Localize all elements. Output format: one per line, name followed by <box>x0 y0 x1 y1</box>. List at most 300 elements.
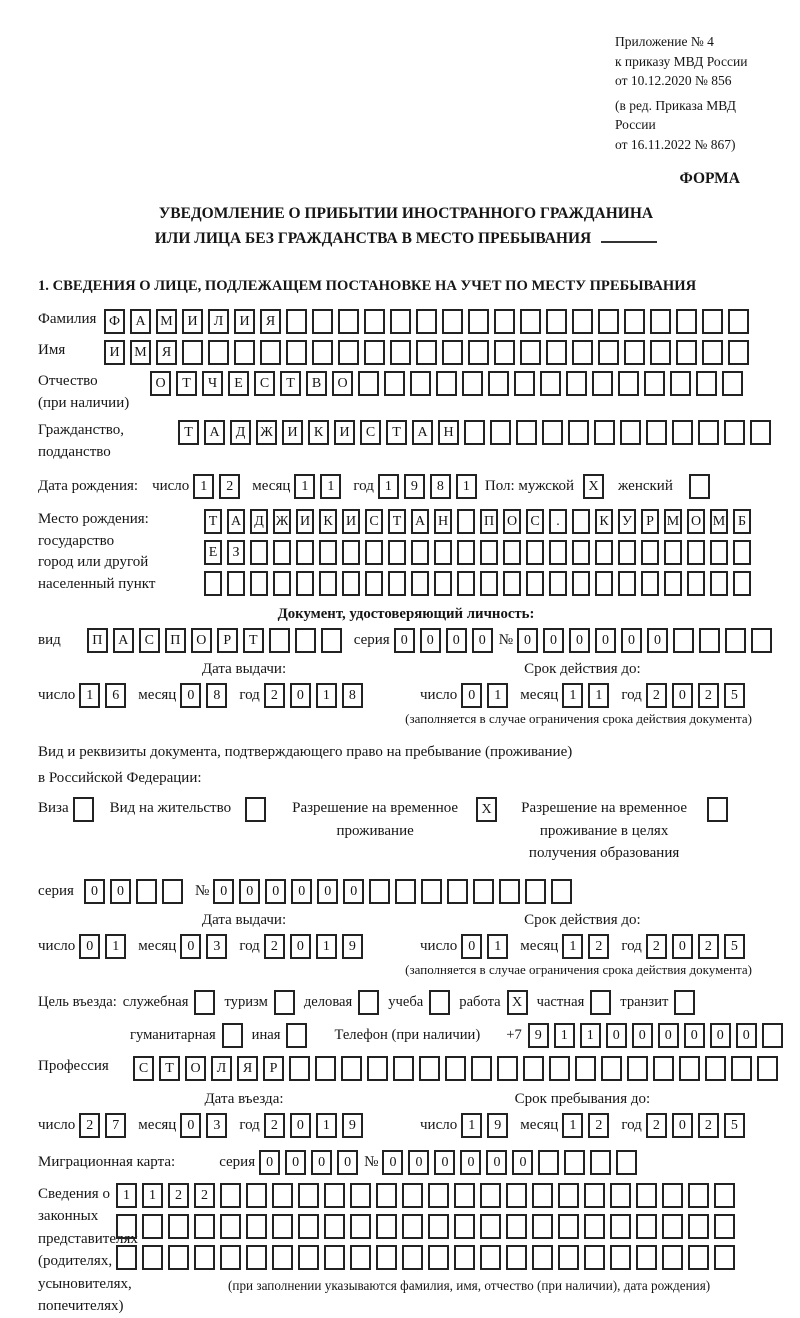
char-cell[interactable]: 0 <box>460 1150 481 1175</box>
char-cell[interactable] <box>664 571 682 596</box>
char-cell[interactable] <box>595 540 613 565</box>
char-cell[interactable] <box>724 420 745 445</box>
char-cell[interactable]: 0 <box>259 1150 280 1175</box>
char-cell[interactable] <box>497 1056 518 1081</box>
char-cell[interactable] <box>687 571 705 596</box>
migration-number-cells[interactable] <box>382 1150 637 1175</box>
char-cell[interactable]: 1 <box>562 934 583 959</box>
visit-opt-service-checkbox[interactable] <box>194 990 215 1015</box>
char-cell[interactable]: 0 <box>180 934 201 959</box>
doc-kind-cells[interactable] <box>87 628 342 653</box>
char-cell[interactable] <box>319 540 337 565</box>
entry-day-cells[interactable] <box>79 1113 126 1138</box>
char-cell[interactable] <box>733 571 751 596</box>
char-cell[interactable]: 0 <box>290 934 311 959</box>
char-cell[interactable]: 1 <box>588 683 609 708</box>
char-cell[interactable]: 7 <box>105 1113 126 1138</box>
char-cell[interactable]: 9 <box>342 934 363 959</box>
char-cell[interactable]: З <box>227 540 245 565</box>
char-cell[interactable]: 0 <box>684 1023 705 1048</box>
char-cell[interactable]: И <box>104 340 125 365</box>
char-cell[interactable] <box>568 420 589 445</box>
char-cell[interactable]: 0 <box>285 1150 306 1175</box>
char-cell[interactable] <box>384 371 405 396</box>
char-cell[interactable] <box>549 571 567 596</box>
char-cell[interactable] <box>338 340 359 365</box>
doc-number-cells[interactable] <box>517 628 772 653</box>
visit-opt-work-checkbox[interactable]: X <box>507 990 528 1015</box>
char-cell[interactable]: 8 <box>206 683 227 708</box>
char-cell[interactable] <box>272 1183 293 1208</box>
char-cell[interactable] <box>246 1183 267 1208</box>
char-cell[interactable]: Н <box>438 420 459 445</box>
char-cell[interactable]: Т <box>176 371 197 396</box>
char-cell[interactable] <box>194 1245 215 1270</box>
residence-number-cells[interactable] <box>213 879 572 904</box>
char-cell[interactable]: 8 <box>430 474 451 499</box>
char-cell[interactable] <box>116 1214 137 1239</box>
char-cell[interactable] <box>390 309 411 334</box>
char-cell[interactable] <box>411 571 429 596</box>
char-cell[interactable] <box>551 879 572 904</box>
char-cell[interactable]: 0 <box>512 1150 533 1175</box>
char-cell[interactable] <box>516 420 537 445</box>
char-cell[interactable] <box>618 540 636 565</box>
option-residence-permit-checkbox[interactable] <box>245 797 266 822</box>
char-cell[interactable]: А <box>412 420 433 445</box>
char-cell[interactable]: 0 <box>290 683 311 708</box>
char-cell[interactable] <box>618 571 636 596</box>
char-cell[interactable]: Р <box>641 509 659 534</box>
char-cell[interactable]: 0 <box>79 934 100 959</box>
char-cell[interactable] <box>688 1183 709 1208</box>
char-cell[interactable]: И <box>334 420 355 445</box>
representatives-row3-cells[interactable] <box>116 1245 735 1270</box>
char-cell[interactable]: Д <box>250 509 268 534</box>
char-cell[interactable]: 2 <box>264 683 285 708</box>
char-cell[interactable] <box>286 340 307 365</box>
char-cell[interactable]: 6 <box>105 683 126 708</box>
char-cell[interactable]: Т <box>243 628 264 653</box>
entry-year-cells[interactable] <box>264 1113 363 1138</box>
char-cell[interactable]: 5 <box>724 1113 745 1138</box>
char-cell[interactable] <box>296 571 314 596</box>
char-cell[interactable]: 0 <box>180 1113 201 1138</box>
char-cell[interactable]: К <box>308 420 329 445</box>
char-cell[interactable] <box>572 571 590 596</box>
char-cell[interactable] <box>246 1214 267 1239</box>
char-cell[interactable]: С <box>139 628 160 653</box>
char-cell[interactable]: 0 <box>543 628 564 653</box>
char-cell[interactable] <box>532 1245 553 1270</box>
char-cell[interactable] <box>454 1183 475 1208</box>
char-cell[interactable] <box>499 879 520 904</box>
char-cell[interactable] <box>480 1245 501 1270</box>
char-cell[interactable]: Т <box>386 420 407 445</box>
char-cell[interactable] <box>610 1245 631 1270</box>
char-cell[interactable]: Ж <box>273 509 291 534</box>
char-cell[interactable] <box>434 571 452 596</box>
char-cell[interactable] <box>650 340 671 365</box>
char-cell[interactable] <box>696 371 717 396</box>
char-cell[interactable] <box>416 340 437 365</box>
char-cell[interactable]: Т <box>280 371 301 396</box>
char-cell[interactable]: 9 <box>404 474 425 499</box>
char-cell[interactable] <box>636 1183 657 1208</box>
char-cell[interactable] <box>298 1214 319 1239</box>
char-cell[interactable] <box>558 1183 579 1208</box>
char-cell[interactable]: 2 <box>698 934 719 959</box>
sex-male-checkbox[interactable]: X <box>583 474 604 499</box>
char-cell[interactable]: П <box>165 628 186 653</box>
patronymic-cells[interactable] <box>150 371 743 396</box>
stay-day-cells[interactable] <box>461 1113 508 1138</box>
char-cell[interactable] <box>473 879 494 904</box>
char-cell[interactable]: К <box>595 509 613 534</box>
char-cell[interactable] <box>319 571 337 596</box>
char-cell[interactable] <box>246 1245 267 1270</box>
char-cell[interactable] <box>227 571 245 596</box>
char-cell[interactable] <box>662 1214 683 1239</box>
char-cell[interactable] <box>610 1183 631 1208</box>
char-cell[interactable] <box>168 1245 189 1270</box>
char-cell[interactable] <box>376 1183 397 1208</box>
char-cell[interactable]: Л <box>211 1056 232 1081</box>
char-cell[interactable] <box>388 540 406 565</box>
char-cell[interactable] <box>136 879 157 904</box>
char-cell[interactable]: И <box>234 309 255 334</box>
char-cell[interactable] <box>598 340 619 365</box>
char-cell[interactable] <box>480 571 498 596</box>
expiry-month-cells[interactable] <box>562 683 609 708</box>
char-cell[interactable]: 9 <box>528 1023 549 1048</box>
char-cell[interactable] <box>296 540 314 565</box>
phone-cells[interactable] <box>528 1023 783 1048</box>
char-cell[interactable]: 2 <box>264 1113 285 1138</box>
char-cell[interactable] <box>644 371 665 396</box>
char-cell[interactable]: 0 <box>394 628 415 653</box>
char-cell[interactable] <box>116 1245 137 1270</box>
char-cell[interactable]: 0 <box>472 628 493 653</box>
issue-year-cells[interactable] <box>264 683 363 708</box>
char-cell[interactable] <box>490 420 511 445</box>
char-cell[interactable] <box>601 1056 622 1081</box>
char-cell[interactable]: 2 <box>588 1113 609 1138</box>
char-cell[interactable] <box>546 340 567 365</box>
char-cell[interactable]: 1 <box>316 934 337 959</box>
visit-opt-tourism-checkbox[interactable] <box>274 990 295 1015</box>
char-cell[interactable]: 0 <box>672 683 693 708</box>
char-cell[interactable] <box>390 340 411 365</box>
char-cell[interactable]: 1 <box>116 1183 137 1208</box>
char-cell[interactable]: О <box>503 509 521 534</box>
char-cell[interactable]: 2 <box>698 1113 719 1138</box>
char-cell[interactable] <box>710 540 728 565</box>
char-cell[interactable] <box>250 571 268 596</box>
char-cell[interactable]: Е <box>204 540 222 565</box>
visit-opt-humanitarian-checkbox[interactable] <box>222 1023 243 1048</box>
expiry-year-cells[interactable] <box>646 934 745 959</box>
char-cell[interactable] <box>324 1214 345 1239</box>
char-cell[interactable] <box>494 309 515 334</box>
char-cell[interactable] <box>566 371 587 396</box>
char-cell[interactable]: Ж <box>256 420 277 445</box>
char-cell[interactable] <box>142 1214 163 1239</box>
char-cell[interactable]: 1 <box>320 474 341 499</box>
char-cell[interactable] <box>312 340 333 365</box>
char-cell[interactable] <box>702 340 723 365</box>
birth-day-cells[interactable] <box>193 474 240 499</box>
char-cell[interactable] <box>324 1245 345 1270</box>
char-cell[interactable] <box>688 1245 709 1270</box>
char-cell[interactable] <box>714 1214 735 1239</box>
char-cell[interactable]: 0 <box>658 1023 679 1048</box>
char-cell[interactable] <box>705 1056 726 1081</box>
char-cell[interactable] <box>419 1056 440 1081</box>
char-cell[interactable] <box>762 1023 783 1048</box>
char-cell[interactable]: 2 <box>79 1113 100 1138</box>
char-cell[interactable]: 1 <box>580 1023 601 1048</box>
char-cell[interactable] <box>494 340 515 365</box>
char-cell[interactable] <box>338 309 359 334</box>
char-cell[interactable] <box>714 1245 735 1270</box>
char-cell[interactable] <box>289 1056 310 1081</box>
issue-day-cells[interactable] <box>79 934 126 959</box>
char-cell[interactable] <box>421 879 442 904</box>
char-cell[interactable]: 1 <box>378 474 399 499</box>
char-cell[interactable]: 2 <box>588 934 609 959</box>
char-cell[interactable] <box>350 1183 371 1208</box>
char-cell[interactable] <box>572 309 593 334</box>
char-cell[interactable] <box>503 540 521 565</box>
char-cell[interactable] <box>436 371 457 396</box>
char-cell[interactable]: 8 <box>342 683 363 708</box>
visit-opt-study-checkbox[interactable] <box>429 990 450 1015</box>
char-cell[interactable] <box>526 571 544 596</box>
char-cell[interactable] <box>751 628 772 653</box>
char-cell[interactable]: Р <box>263 1056 284 1081</box>
char-cell[interactable] <box>584 1183 605 1208</box>
char-cell[interactable] <box>445 1056 466 1081</box>
char-cell[interactable] <box>503 571 521 596</box>
char-cell[interactable]: 1 <box>316 1113 337 1138</box>
char-cell[interactable] <box>549 540 567 565</box>
stay-month-cells[interactable] <box>562 1113 609 1138</box>
expiry-day-cells[interactable] <box>461 683 508 708</box>
char-cell[interactable] <box>520 309 541 334</box>
char-cell[interactable] <box>350 1214 371 1239</box>
char-cell[interactable] <box>728 309 749 334</box>
char-cell[interactable]: И <box>182 309 203 334</box>
char-cell[interactable]: С <box>365 509 383 534</box>
char-cell[interactable]: 0 <box>710 1023 731 1048</box>
char-cell[interactable]: 0 <box>486 1150 507 1175</box>
char-cell[interactable]: Д <box>230 420 251 445</box>
char-cell[interactable] <box>411 540 429 565</box>
char-cell[interactable]: А <box>411 509 429 534</box>
visit-opt-transit-checkbox[interactable] <box>674 990 695 1015</box>
char-cell[interactable] <box>572 540 590 565</box>
char-cell[interactable] <box>670 371 691 396</box>
char-cell[interactable]: Я <box>156 340 177 365</box>
char-cell[interactable] <box>728 340 749 365</box>
char-cell[interactable] <box>428 1214 449 1239</box>
char-cell[interactable]: 2 <box>646 1113 667 1138</box>
char-cell[interactable] <box>447 879 468 904</box>
expiry-year-cells[interactable] <box>646 683 745 708</box>
char-cell[interactable]: 0 <box>239 879 260 904</box>
char-cell[interactable]: 1 <box>105 934 126 959</box>
char-cell[interactable]: Ч <box>202 371 223 396</box>
char-cell[interactable]: 2 <box>646 934 667 959</box>
char-cell[interactable] <box>549 1056 570 1081</box>
char-cell[interactable] <box>393 1056 414 1081</box>
char-cell[interactable]: А <box>113 628 134 653</box>
char-cell[interactable] <box>488 371 509 396</box>
char-cell[interactable] <box>365 571 383 596</box>
char-cell[interactable] <box>546 309 567 334</box>
char-cell[interactable]: 0 <box>621 628 642 653</box>
char-cell[interactable] <box>204 571 222 596</box>
char-cell[interactable] <box>454 1214 475 1239</box>
char-cell[interactable] <box>594 420 615 445</box>
char-cell[interactable]: 0 <box>317 879 338 904</box>
char-cell[interactable] <box>480 1214 501 1239</box>
char-cell[interactable]: 0 <box>606 1023 627 1048</box>
char-cell[interactable] <box>514 371 535 396</box>
char-cell[interactable] <box>618 371 639 396</box>
char-cell[interactable] <box>698 420 719 445</box>
char-cell[interactable]: С <box>133 1056 154 1081</box>
char-cell[interactable] <box>532 1183 553 1208</box>
char-cell[interactable] <box>442 309 463 334</box>
char-cell[interactable]: 0 <box>569 628 590 653</box>
expiry-month-cells[interactable] <box>562 934 609 959</box>
char-cell[interactable] <box>688 1214 709 1239</box>
char-cell[interactable] <box>457 540 475 565</box>
char-cell[interactable] <box>457 571 475 596</box>
char-cell[interactable] <box>367 1056 388 1081</box>
visit-opt-other-checkbox[interactable] <box>286 1023 307 1048</box>
char-cell[interactable]: 1 <box>562 1113 583 1138</box>
char-cell[interactable]: 0 <box>461 683 482 708</box>
char-cell[interactable]: 1 <box>562 683 583 708</box>
char-cell[interactable] <box>162 879 183 904</box>
char-cell[interactable] <box>672 420 693 445</box>
char-cell[interactable] <box>702 309 723 334</box>
char-cell[interactable]: 0 <box>382 1150 403 1175</box>
stay-year-cells[interactable] <box>646 1113 745 1138</box>
char-cell[interactable] <box>595 571 613 596</box>
char-cell[interactable] <box>679 1056 700 1081</box>
char-cell[interactable]: 0 <box>446 628 467 653</box>
char-cell[interactable] <box>402 1183 423 1208</box>
char-cell[interactable] <box>298 1245 319 1270</box>
char-cell[interactable] <box>653 1056 674 1081</box>
char-cell[interactable]: 0 <box>672 1113 693 1138</box>
char-cell[interactable] <box>234 340 255 365</box>
char-cell[interactable] <box>273 540 291 565</box>
char-cell[interactable] <box>506 1183 527 1208</box>
char-cell[interactable] <box>636 1245 657 1270</box>
char-cell[interactable]: 0 <box>461 934 482 959</box>
char-cell[interactable]: 1 <box>79 683 100 708</box>
char-cell[interactable] <box>616 1150 637 1175</box>
char-cell[interactable] <box>442 340 463 365</box>
profession-cells[interactable] <box>133 1056 778 1081</box>
char-cell[interactable] <box>454 1245 475 1270</box>
char-cell[interactable]: 5 <box>724 683 745 708</box>
char-cell[interactable]: О <box>332 371 353 396</box>
char-cell[interactable] <box>480 1183 501 1208</box>
surname-cells[interactable] <box>104 309 749 334</box>
issue-year-cells[interactable] <box>264 934 363 959</box>
char-cell[interactable]: Л <box>208 309 229 334</box>
char-cell[interactable] <box>250 540 268 565</box>
char-cell[interactable] <box>468 309 489 334</box>
char-cell[interactable] <box>733 540 751 565</box>
char-cell[interactable]: 0 <box>632 1023 653 1048</box>
char-cell[interactable]: 9 <box>342 1113 363 1138</box>
char-cell[interactable] <box>402 1245 423 1270</box>
char-cell[interactable] <box>272 1214 293 1239</box>
char-cell[interactable] <box>342 571 360 596</box>
char-cell[interactable]: 9 <box>487 1113 508 1138</box>
char-cell[interactable]: 0 <box>434 1150 455 1175</box>
char-cell[interactable] <box>610 1214 631 1239</box>
char-cell[interactable] <box>358 371 379 396</box>
char-cell[interactable]: 0 <box>337 1150 358 1175</box>
char-cell[interactable]: 2 <box>264 934 285 959</box>
char-cell[interactable]: 0 <box>672 934 693 959</box>
char-cell[interactable] <box>480 540 498 565</box>
char-cell[interactable]: . <box>549 509 567 534</box>
representatives-row2-cells[interactable] <box>116 1214 735 1239</box>
char-cell[interactable]: Т <box>204 509 222 534</box>
char-cell[interactable] <box>220 1183 241 1208</box>
issue-day-cells[interactable] <box>79 683 126 708</box>
residence-series-cells[interactable] <box>84 879 183 904</box>
char-cell[interactable] <box>641 540 659 565</box>
char-cell[interactable] <box>388 571 406 596</box>
char-cell[interactable] <box>376 1214 397 1239</box>
char-cell[interactable]: 0 <box>110 879 131 904</box>
char-cell[interactable]: 2 <box>168 1183 189 1208</box>
char-cell[interactable]: 2 <box>219 474 240 499</box>
char-cell[interactable]: 3 <box>206 934 227 959</box>
char-cell[interactable]: У <box>618 509 636 534</box>
visit-opt-business-checkbox[interactable] <box>358 990 379 1015</box>
char-cell[interactable]: 0 <box>290 1113 311 1138</box>
citizenship-cells[interactable] <box>178 420 771 445</box>
char-cell[interactable]: И <box>342 509 360 534</box>
birth-month-cells[interactable] <box>294 474 341 499</box>
char-cell[interactable] <box>676 309 697 334</box>
char-cell[interactable]: 3 <box>206 1113 227 1138</box>
option-temp-residence-education-checkbox[interactable] <box>707 797 728 822</box>
option-temp-residence-checkbox[interactable]: X <box>476 797 497 822</box>
char-cell[interactable] <box>590 1150 611 1175</box>
char-cell[interactable] <box>662 1245 683 1270</box>
char-cell[interactable]: 1 <box>142 1183 163 1208</box>
char-cell[interactable]: П <box>480 509 498 534</box>
char-cell[interactable] <box>298 1183 319 1208</box>
char-cell[interactable] <box>673 628 694 653</box>
char-cell[interactable] <box>722 371 743 396</box>
representatives-row1-cells[interactable] <box>116 1183 735 1208</box>
char-cell[interactable]: Е <box>228 371 249 396</box>
entry-month-cells[interactable] <box>180 1113 227 1138</box>
